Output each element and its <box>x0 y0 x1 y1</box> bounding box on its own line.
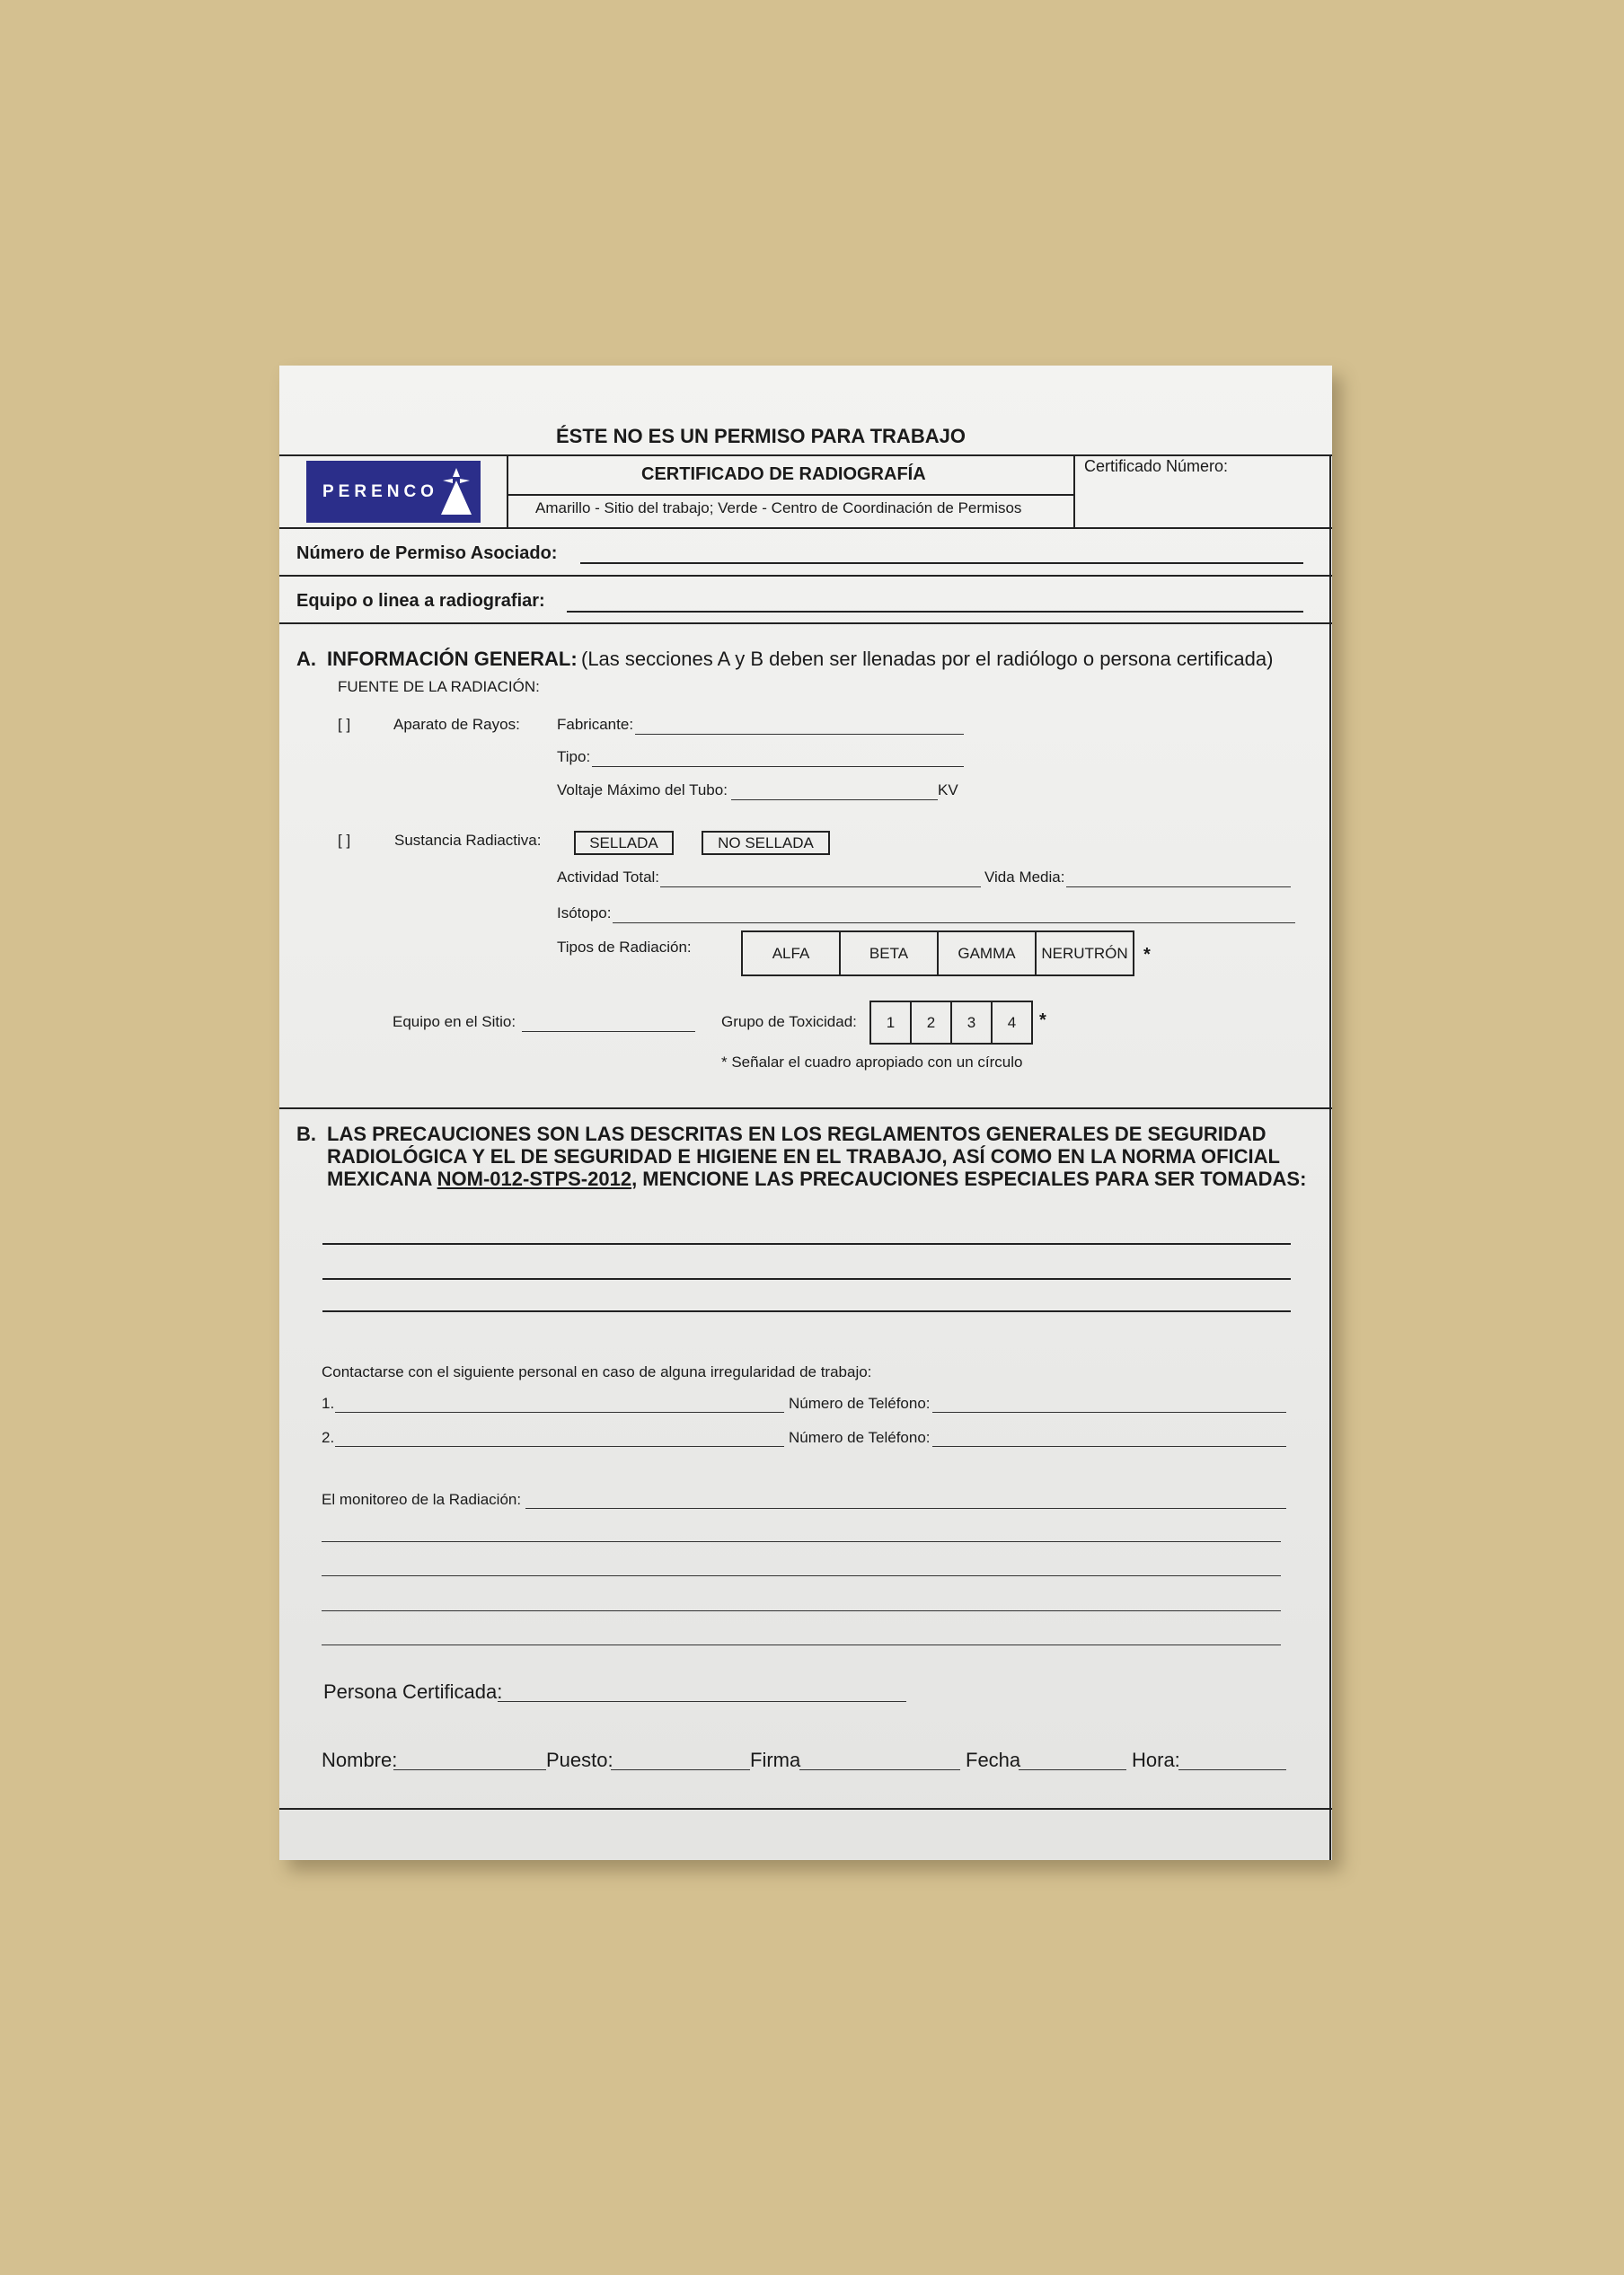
max-voltage-label: Voltaje Máximo del Tubo: <box>557 781 728 798</box>
section-a-title: INFORMACIÓN GENERAL: <box>327 648 578 670</box>
name-label: Nombre: <box>322 1749 398 1771</box>
toxicity-asterisk: * <box>1039 1010 1046 1030</box>
isotope-field[interactable] <box>613 922 1295 923</box>
precautions-line-1[interactable] <box>322 1243 1291 1245</box>
permit-number-field[interactable] <box>580 562 1303 564</box>
monitoring-line-1[interactable] <box>322 1541 1281 1542</box>
total-activity-field[interactable] <box>660 886 981 887</box>
precautions-line-2[interactable] <box>322 1278 1291 1280</box>
contact-2-phone-label: Número de Teléfono: <box>789 1429 931 1446</box>
precautions-text-tail: , MENCIONE LAS PRECAUCIONES ESPECIALES PARA SER TOMADAS: <box>631 1168 1307 1190</box>
radiation-types-asterisk: * <box>1143 945 1151 965</box>
xray-label: Aparato de Rayos: <box>393 716 520 733</box>
position-field[interactable] <box>611 1769 750 1770</box>
contact-1-phone-label: Número de Teléfono: <box>789 1395 931 1412</box>
type-field[interactable] <box>592 766 964 767</box>
right-border <box>1329 454 1331 1860</box>
section-divider <box>279 1107 1332 1109</box>
isotope-label: Isótopo: <box>557 904 612 921</box>
radiation-source-heading: FUENTE DE LA RADIACIÓN: <box>338 678 540 695</box>
radiation-type-beta[interactable]: BETA <box>839 930 939 976</box>
signature-label: Firma <box>750 1749 801 1771</box>
contact-2-name-field[interactable] <box>335 1446 784 1447</box>
contact-1-phone-field[interactable] <box>932 1412 1286 1413</box>
norm-reference: NOM-012-STPS-2012 <box>437 1168 632 1190</box>
row-divider-1 <box>279 575 1332 577</box>
xray-checkbox[interactable]: [ ] <box>338 716 351 733</box>
radiation-monitoring-label: El monitoreo de la Radiación: <box>322 1491 522 1508</box>
precautions-text-line1: LAS PRECAUCIONES SON LAS DESCRITAS EN LOS REGLAMENTOS GENERALES DE SEGURIDAD <box>327 1123 1267 1145</box>
certificate-number-label: Certificado Número: <box>1084 457 1229 475</box>
monitoring-line-2[interactable] <box>322 1575 1281 1576</box>
header-top-border <box>279 454 1332 456</box>
certificate-title: CERTIFICADO DE RADIOGRAFÍA <box>641 464 926 484</box>
section-a-note: (Las secciones A y B deben ser llenadas por el radiólogo o persona certificada) <box>581 648 1274 670</box>
contact-2-number: 2. <box>322 1429 335 1446</box>
precautions-text-mexicana: MEXICANA <box>327 1168 437 1190</box>
precautions-line-3[interactable] <box>322 1310 1291 1312</box>
section-b-letter: B. <box>296 1123 316 1145</box>
not-a-permit-warning: ÉSTE NO ES UN PERMISO PARA TRABAJO <box>556 425 966 447</box>
sealed-option[interactable]: SELLADA <box>574 831 674 855</box>
manufacturer-label: Fabricante: <box>557 716 634 733</box>
radiation-type-neutron[interactable]: NERUTRÓN <box>1035 930 1134 976</box>
certified-person-label: Persona Certificada: <box>323 1680 503 1703</box>
total-activity-label: Actividad Total: <box>557 869 660 886</box>
unsealed-option[interactable]: NO SELLADA <box>702 831 830 855</box>
max-voltage-field[interactable] <box>731 799 938 800</box>
time-label: Hora: <box>1132 1749 1180 1771</box>
contact-1-number: 1. <box>322 1395 335 1412</box>
contact-1-name-field[interactable] <box>335 1412 784 1413</box>
permit-number-label: Número de Permiso Asociado: <box>296 543 558 563</box>
equipment-on-site-field[interactable] <box>522 1031 695 1032</box>
radiation-type-alfa[interactable]: ALFA <box>741 930 841 976</box>
toxicity-group-2[interactable]: 2 <box>910 1001 952 1045</box>
equipment-line-label: Equipo o linea a radiografiar: <box>296 591 545 611</box>
radioactive-checkbox[interactable]: [ ] <box>338 832 351 849</box>
header-divider-left <box>507 454 508 528</box>
equipment-on-site-label: Equipo en el Sitio: <box>393 1013 516 1030</box>
date-label: Fecha <box>966 1749 1021 1771</box>
monitoring-line-3[interactable] <box>322 1610 1281 1611</box>
header-bottom-border <box>279 527 1332 529</box>
ermine-icon <box>439 468 473 515</box>
precautions-text-line2: RADIOLÓGICA Y EL DE SEGURIDAD E HIGIENE EN EL TRABAJO, ASÍ COMO EN LA NORMA OFICIAL <box>327 1145 1280 1168</box>
circle-note: * Señalar el cuadro apropiado con un círculo <box>721 1054 1023 1071</box>
toxicity-group-1[interactable]: 1 <box>869 1001 912 1045</box>
footer-border <box>279 1808 1332 1810</box>
section-a-letter: A. <box>296 648 316 670</box>
form-sheet <box>279 366 1332 1860</box>
certified-person-field[interactable] <box>498 1701 906 1702</box>
toxicity-group-3[interactable]: 3 <box>950 1001 993 1045</box>
title-divider <box>507 494 1073 496</box>
certificate-subtitle: Amarillo - Sitio del trabajo; Verde - Centro de Coordinación de Permisos <box>535 499 1022 516</box>
manufacturer-field[interactable] <box>635 734 964 735</box>
perenco-logo <box>306 461 481 523</box>
date-field[interactable] <box>1019 1769 1126 1770</box>
radioactive-label: Sustancia Radiactiva: <box>394 832 542 849</box>
header-divider-right <box>1073 454 1075 528</box>
kv-unit: KV <box>938 781 958 798</box>
position-label: Puesto: <box>546 1749 613 1771</box>
equipment-line-field[interactable] <box>567 611 1303 613</box>
contact-2-phone-field[interactable] <box>932 1446 1286 1447</box>
toxicity-group-label: Grupo de Toxicidad: <box>721 1013 857 1030</box>
half-life-field[interactable] <box>1066 886 1291 887</box>
radiation-monitoring-field[interactable] <box>525 1508 1286 1509</box>
radiation-type-gamma[interactable]: GAMMA <box>937 930 1037 976</box>
type-label: Tipo: <box>557 748 591 765</box>
radiation-types-label: Tipos de Radiación: <box>557 939 692 956</box>
time-field[interactable] <box>1178 1769 1286 1770</box>
half-life-label: Vida Media: <box>984 869 1065 886</box>
signature-field[interactable] <box>799 1769 960 1770</box>
toxicity-group-4[interactable]: 4 <box>991 1001 1033 1045</box>
precautions-text-line3 <box>327 1168 1306 1191</box>
name-field[interactable] <box>393 1769 546 1770</box>
contact-intro: Contactarse con el siguiente personal en caso de alguna irregularidad de trabajo: <box>322 1363 872 1380</box>
row-divider-2 <box>279 622 1332 624</box>
logo-text: PERENCO <box>322 482 438 501</box>
